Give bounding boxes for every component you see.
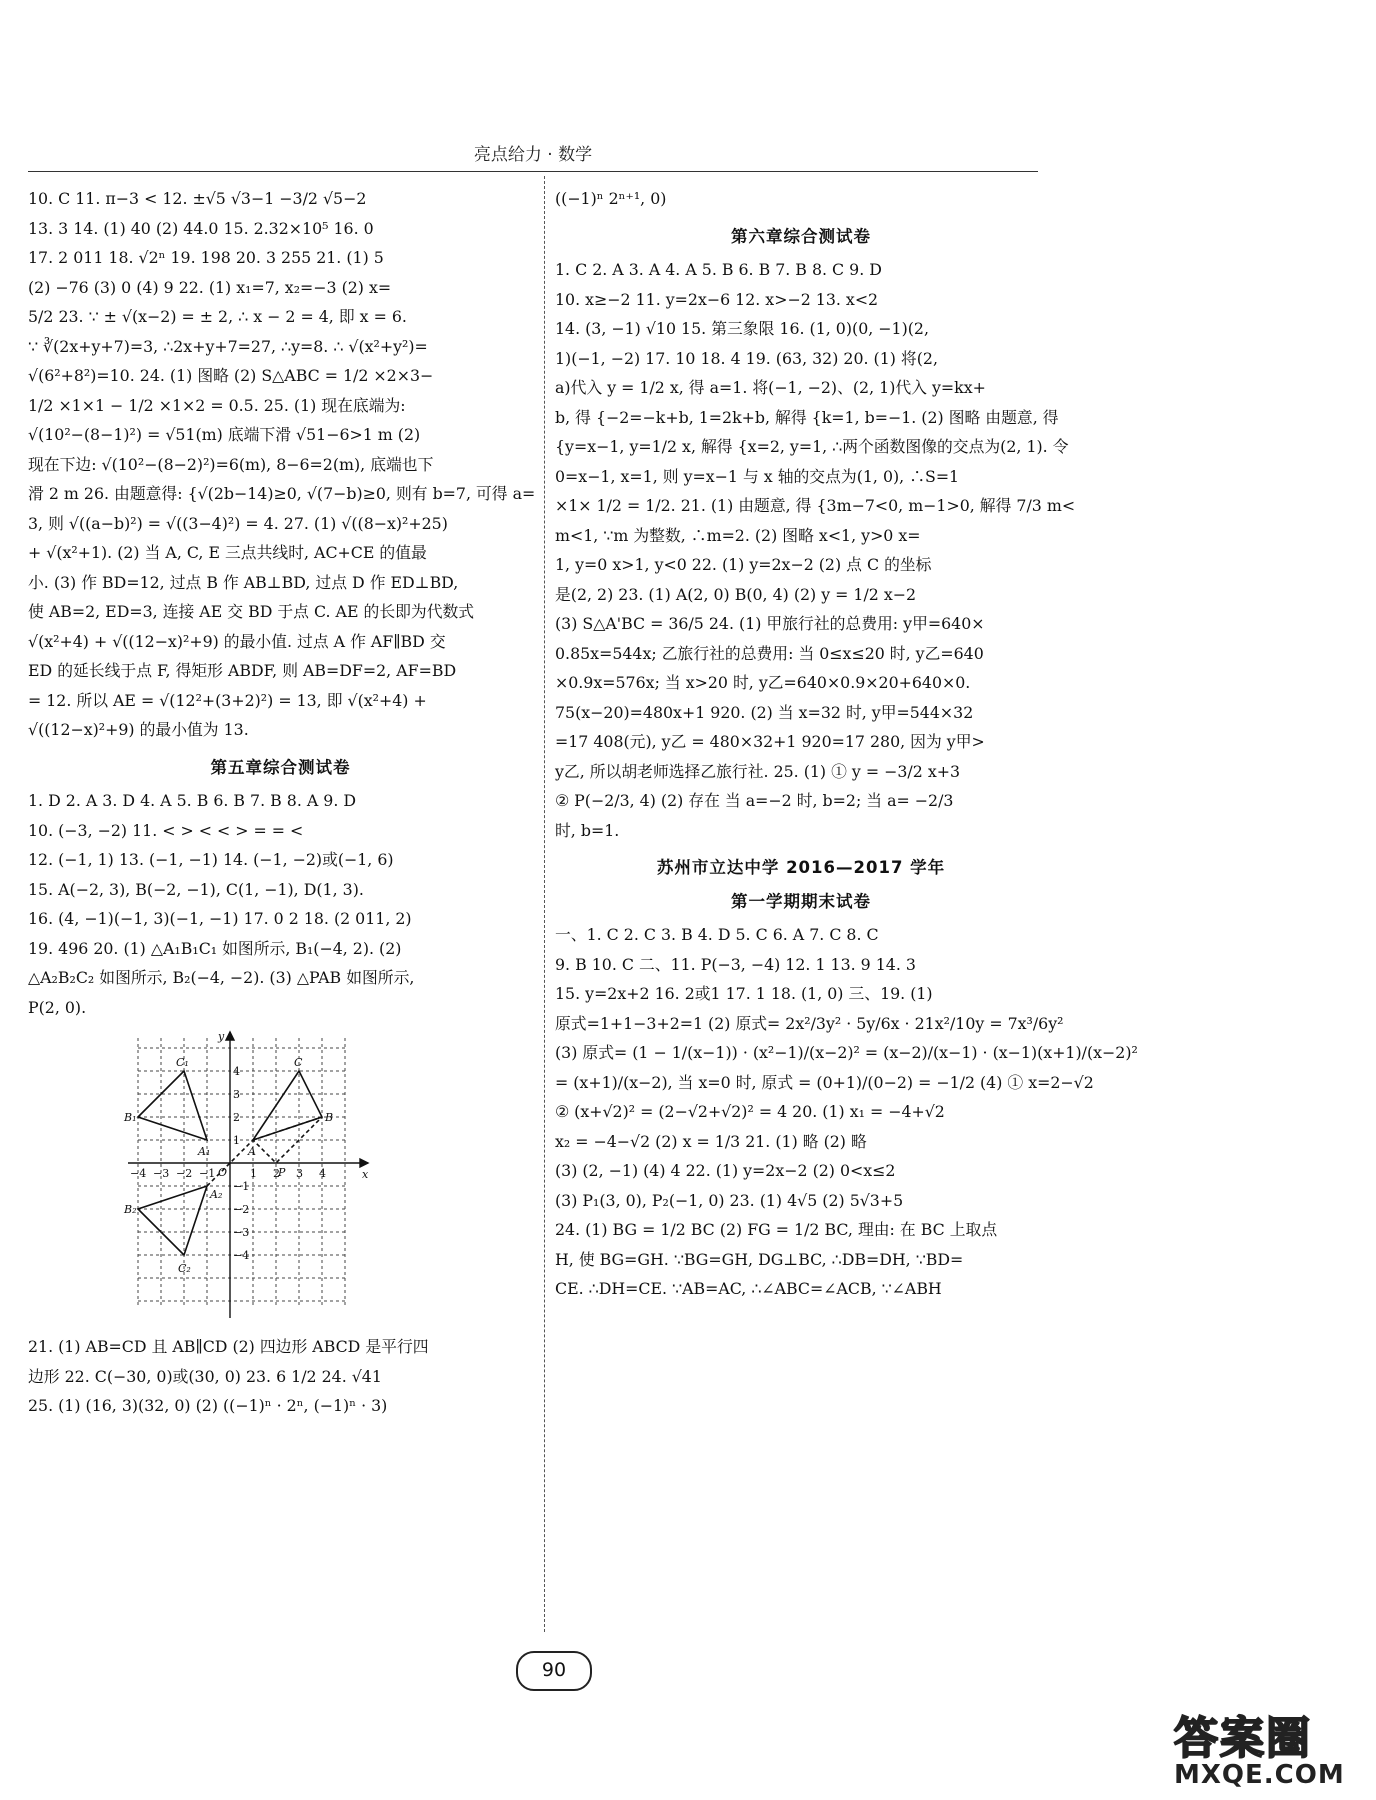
right-answers-part1 [555,184,1047,214]
chapter6-test-title: 第六章综合测试卷 [731,226,871,246]
coordinate-graph-figure [28,1028,533,1328]
watermark-line1: 答案圈 [1174,1713,1312,1764]
answer-line: √((12−x)²+9) 的最小值为 13. [28,720,249,739]
exam-title-line1: 苏州市立达中学 2016—2017 学年 [656,858,946,877]
triangle-abc [253,1071,322,1140]
answer-line: 原式=1+1−3+2=1 (2) 原式= 2x²/3y² · 5y/6x · 21x²/10y = 7x³/6y² [555,1013,1064,1033]
answer-line: 15. y=2x+2 16. 2或1 17. 1 18. (1, 0) 三、19. (1) [555,984,933,1003]
chapter5-test-title: 第五章综合测试卷 [210,757,351,777]
answer-line: (3) 原式= (1 − 1/(x−1)) · (x²−1)/(x−2)² = (x−2)/(x−1) · (x−1)(x+1)/(x−2)² [555,1043,1138,1062]
y-tick: −3 [233,1226,250,1239]
answer-line: √(10²−(8−1)²) = √51(m) 底端下滑 √51−6>1 m (2) [28,425,421,444]
point-label: B₂ [124,1203,137,1216]
answer-line: a)代入 y = 1/2 x, 得 a=1. 将(−1, −2)、(2, 1)代入 y=kx+ [555,378,986,397]
triangle-a2b2c2 [138,1186,207,1255]
answer-line: 13. 3 14. (1) 40 (2) 44.0 15. 2.32×10⁵ 16. 0 [28,218,374,238]
answer-line: ((−1)ⁿ 2ⁿ⁺¹, 0) [555,189,667,208]
answer-line: b, 得 {−2=−k+b, 1=2k+b, 解得 {k=1, b=−1. (2) 图略 由题意, 得 [555,407,1059,427]
answer-line: ×0.9x=576x; 当 x>20 时, y乙=640×0.9×20+640×0. [555,673,971,692]
left-answers-part1 [28,184,536,745]
answer-line: (3) P₁(3, 0), P₂(−1, 0) 23. (1) 4√5 (2) 5√3+5 [555,1190,904,1210]
answer-line: = (x+1)/(x−2), 当 x=0 时, 原式 = (0+1)/(0−2) = −1/2 (4) ① x=2−√2 [555,1072,1094,1092]
right-answers-part2 [555,255,1076,845]
x-tick: 4 [319,1167,326,1180]
answer-line: 9. B 10. C 二、11. P(−3, −4) 12. 1 13. 9 14. 3 [555,954,916,974]
point-label: A₂ [210,1188,223,1201]
answer-line: 14. (3, −1) √10 15. 第三象限 16. (1, 0)(0, −1)(2, [555,319,929,338]
answer-line: P(2, 0). [28,997,87,1017]
answer-line: 时, b=1. [555,820,620,840]
answer-line: 1. D 2. A 3. D 4. A 5. B 6. B 7. B 8. A 9. D [28,791,357,810]
answer-line: 17. 2 011 18. √2ⁿ 19. 198 20. 3 255 21. (1) 5 [28,248,384,267]
left-answers-part2 [28,786,533,1022]
left-column [28,184,536,1421]
answer-line: CE. ∴DH=CE. ∵AB=AC, ∴∠ABC=∠ACB, ∵∠ABH [555,1279,942,1298]
answer-line: 现在下边: √(10²−(8−2)²)=6(m), 8−6=2(m), 底端也下 [28,454,434,474]
coordinate-graph [118,1028,378,1328]
x-axis-arrow [360,1159,368,1167]
x-tick: 2 [273,1167,280,1180]
answer-line: 75(x−20)=480x+1 920. (2) 当 x=32 时, y甲=544×32 [555,702,974,722]
answer-line: 边形 22. C(−30, 0)或(30, 0) 23. 6 1/2 24. √41 [28,1366,382,1386]
answer-line: 滑 2 m 26. 由题意得: {√(2b−14)≥0, √(7−b)≥0, 则有 b=7, 可得 a= [28,484,536,503]
y-tick: −2 [233,1203,250,1216]
point-label: B [325,1111,334,1124]
point-label: C₁ [176,1056,189,1069]
point-label: C [294,1056,303,1069]
answer-line: 1)(−1, −2) 17. 10 18. 4 19. (63, 32) 20. (1) 将(2, [555,348,938,368]
watermark-logo [1174,1702,1364,1794]
watermark-line2: MXQE.COM [1174,1760,1345,1790]
point-label: B₁ [124,1111,137,1124]
y-axis-label: y [218,1030,225,1043]
y-tick: 3 [233,1088,240,1101]
answer-line: 15. A(−2, 3), B(−2, −1), C(1, −1), D(1, 3). [28,879,364,899]
answer-line: x₂ = −4−√2 (2) x = 1/3 21. (1) 略 (2) 略 [555,1131,867,1151]
answer-line: 0.85x=544x; 乙旅行社的总费用: 当 0≤x≤20 时, y乙=640 [555,643,984,663]
answer-line: 12. (−1, 1) 13. (−1, −1) 14. (−1, −2)或(−1, 6) [28,850,394,869]
running-header: 亮点给力 · 数学 [473,145,593,165]
answer-line: m<1, ∵m 为整数, ∴m=2. (2) 图略 x<1, y>0 x= [555,525,921,545]
answer-line: + √(x²+1). (2) 当 A, C, E 三点共线时, AC+CE 的值最 [28,543,427,562]
answer-line: 24. (1) BG = 1/2 BC (2) FG = 1/2 BC, 理由: 在 BC 上取点 [555,1220,998,1239]
left-answers-part3 [28,1332,533,1421]
answer-line: (3) S△A'BC = 36/5 24. (1) 甲旅行社的总费用: y甲=640× [555,614,985,633]
answer-line: √(6²+8²)=10. 24. (1) 图略 (2) S△ABC = 1/2 ×2×3− [28,366,434,385]
answer-line: 1. C 2. A 3. A 4. A 5. B 6. B 7. B 8. C 9. D [555,260,882,279]
y-tick: 1 [233,1134,240,1147]
answer-line: ∵ ∛(2x+y+7)=3, ∴2x+y+7=27, ∴y=8. ∴ √(x²+y²)= [28,336,428,356]
answer-line: 21. (1) AB=CD 且 AB∥CD (2) 四边形 ABCD 是平行四 [28,1337,429,1356]
y-tick: 4 [233,1065,240,1078]
answer-line: ② P(−2/3, 4) (2) 存在 当 a=−2 时, b=2; 当 a= −2/3 [555,791,954,810]
answer-line: y乙, 所以胡老师选择乙旅行社. 25. (1) ① y = −3/2 x+3 [555,761,961,781]
point-label: C₂ [178,1262,191,1275]
answer-line: = 12. 所以 AE = √(12²+(3+2)²) = 13, 即 √(x²+4) + [28,690,427,710]
x-tick: −2 [176,1167,193,1180]
x-axis-label: x [362,1168,369,1181]
x-tick: −3 [153,1167,170,1180]
answer-line: =17 408(元), y乙 = 480×32+1 920=17 280, 因为 y甲> [555,732,985,751]
answer-line: 25. (1) (16, 3)(32, 0) (2) ((−1)ⁿ · 2ⁿ, (−1)ⁿ · 3) [28,1396,388,1415]
x-tick: 3 [296,1167,303,1180]
point-label: A₁ [198,1145,211,1158]
exam-title-line2: 第一学期期末试卷 [731,891,871,911]
y-tick: −4 [233,1249,250,1262]
answer-line: △A₂B₂C₂ 如图所示, B₂(−4, −2). (3) △PAB 如图所示, [28,968,415,987]
answer-line: 小. (3) 作 BD=12, 过点 B 作 AB⊥BD, 过点 D 作 ED⊥BD, [28,572,459,592]
y-axis-arrow [226,1032,234,1040]
answer-line: 3, 则 √((a−b)²) = √((3−4)²) = 4. 27. (1) √((8−x)²+25) [28,513,448,533]
page-number: 90 [516,1651,592,1691]
triangle-a1b1c1 [138,1071,207,1140]
answer-line: 是(2, 2) 23. (1) A(2, 0) B(0, 4) (2) y = 1/2 x−2 [555,584,917,604]
answer-line: 10. C 11. π−3 < 12. ±√5 √3−1 −3/2 √5−2 [28,189,367,208]
answer-line: 0=x−1, x=1, 则 y=x−1 与 x 轴的交点为(1, 0), ∴S=1 [555,466,960,486]
answer-line: 16. (4, −1)(−1, 3)(−1, −1) 17. 0 2 18. (2 011, 2) [28,909,412,928]
origin-label: O [218,1166,228,1179]
right-answers-part3 [555,920,1138,1304]
answer-line: 一、1. C 2. C 3. B 4. D 5. C 6. A 7. C 8. C [555,925,879,944]
answer-line: ② (x+√2)² = (2−√2+√2)² = 4 20. (1) x₁ = −4+√2 [555,1102,945,1121]
point-label: P [278,1166,286,1179]
answer-line: H, 使 BG=GH. ∵BG=GH, DG⊥BC, ∴DB=DH, ∵BD= [555,1249,964,1269]
answer-line: 5/2 23. ∵ ± √(x−2) = ± 2, ∴ x − 2 = 4, 即 x = 6. [28,307,407,326]
answer-line: 10. x≥−2 11. y=2x−6 12. x>−2 13. x<2 [555,289,879,309]
column-divider [544,176,545,1632]
y-tick: −1 [233,1180,250,1193]
answer-line: 19. 496 20. (1) △A₁B₁C₁ 如图所示, B₁(−4, 2). (2) [28,938,402,958]
answer-line: ×1× 1/2 = 1/2. 21. (1) 由题意, 得 {3m−7<0, m−1>0, 解得 7/3 m< [555,496,1076,515]
answer-line: 1/2 ×1×1 − 1/2 ×1×2 = 0.5. 25. (1) 现在底端为: [28,395,406,415]
answer-line: 使 AB=2, ED=3, 连接 AE 交 BD 于点 C. AE 的长即为代数式 [28,602,475,621]
answer-line: ED 的延长线于点 F, 得矩形 ABDF, 则 AB=DF=2, AF=BD [28,661,457,680]
x-tick: −1 [199,1167,216,1180]
right-column [555,184,1138,1304]
y-tick: 2 [233,1111,240,1124]
answer-line: (3) (2, −1) (4) 4 22. (1) y=2x−2 (2) 0<x≤2 [555,1161,896,1180]
answer-line: 1, y=0 x>1, y<0 22. (1) y=2x−2 (2) 点 C 的坐标 [555,555,932,574]
answer-line: 10. (−3, −2) 11. < > < < > = = < [28,820,304,840]
x-tick: 1 [250,1167,257,1180]
answer-line: (2) −76 (3) 0 (4) 9 22. (1) x₁=7, x₂=−3 (2) x= [28,277,392,297]
x-tick: −4 [130,1167,147,1180]
point-label: A [248,1145,256,1158]
header-rule [28,171,1038,172]
answer-line: {y=x−1, y=1/2 x, 解得 {x=2, y=1, ∴两个函数图像的交点为(2, 1). 令 [555,437,1069,456]
answer-line: √(x²+4) + √((12−x)²+9) 的最小值. 过点 A 作 AF∥BD 交 [28,631,446,651]
